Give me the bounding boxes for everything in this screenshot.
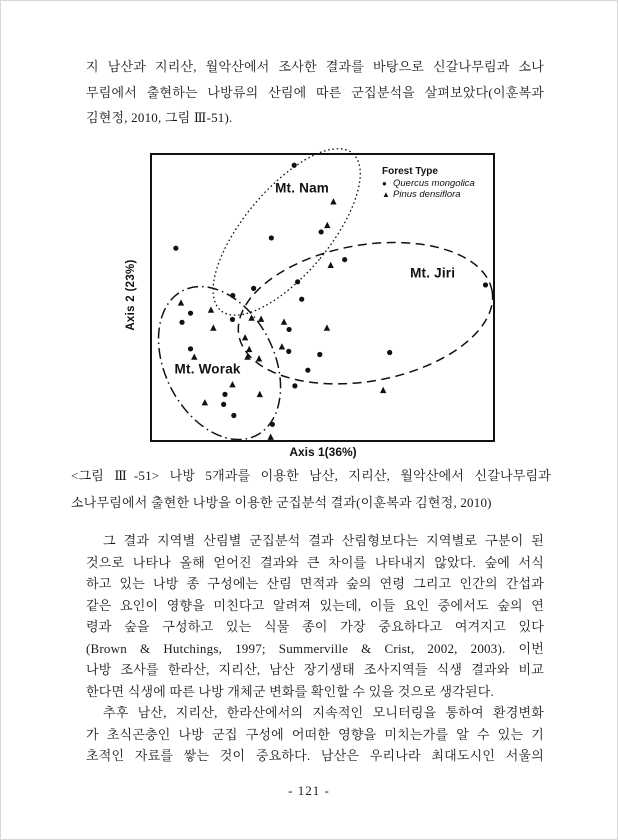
circle-data-point xyxy=(221,402,226,407)
circle-data-point xyxy=(179,320,184,325)
triangle-data-point xyxy=(208,306,214,312)
triangle-data-point xyxy=(246,346,252,352)
triangle-data-point xyxy=(178,299,184,305)
legend-title: Forest Type xyxy=(382,166,438,177)
text-line: 추후 남산, 지리산, 한라산에서의 지속적인 모니터링을 통하여 환경변화 xyxy=(103,705,544,720)
triangle-data-point xyxy=(202,399,208,405)
body-paragraph-2 xyxy=(86,702,544,767)
circle-marker-icon: ● xyxy=(382,179,387,188)
circle-data-point xyxy=(231,413,236,418)
legend-items xyxy=(382,178,475,200)
circle-data-point xyxy=(483,282,488,287)
triangle-data-point xyxy=(229,381,235,387)
legend xyxy=(382,166,475,200)
text-line: 김현정, 2010, 그림 Ⅲ-51). xyxy=(86,110,233,125)
circle-data-point xyxy=(251,286,256,291)
text-line: 가 초식곤충인 나방 군집 구성에 어떠한 영향을 미치는가를 알 수 있는 기 xyxy=(86,726,544,742)
triangle-data-point xyxy=(242,334,248,340)
cluster-ellipse-mt-nam xyxy=(188,126,385,338)
circle-data-point xyxy=(286,327,291,332)
circle-data-point xyxy=(270,422,275,427)
text-line: 하고 있는 나방 종 구성에는 산림 면적과 숲의 연령 그리고 인간의 간섭과 xyxy=(86,576,544,591)
intro-paragraph xyxy=(86,54,544,131)
circle-data-point xyxy=(299,297,304,302)
text-line: 그 결과 지역별 산림별 군집분석 결과 산림형보다는 지역별로 구분이 된 xyxy=(103,533,544,548)
circle-data-point xyxy=(305,368,310,373)
circle-data-point xyxy=(319,229,324,234)
circle-data-point xyxy=(292,383,297,388)
figure xyxy=(111,141,511,463)
circle-data-point xyxy=(286,349,291,354)
triangle-data-point xyxy=(324,222,330,228)
circle-data-point xyxy=(292,163,297,168)
body-paragraph-1 xyxy=(86,530,544,702)
legend-item xyxy=(382,178,475,189)
text-line: 초적인 자료를 쌓는 것이 중요하다. 남산은 우리나라 최대도시인 서울의 xyxy=(86,748,544,763)
triangle-data-point xyxy=(327,262,333,268)
triangle-data-point xyxy=(256,355,262,361)
cluster-label-mt-jiri: Mt. Jiri xyxy=(410,265,456,281)
circle-data-point xyxy=(173,246,178,251)
x-axis-label: Axis 1(36%) xyxy=(289,445,357,459)
text-line: 것으로 나타나 올해 얻어진 결과와 큰 차이를 나타내지 않았다. 숲에 서식 xyxy=(86,554,544,570)
triangle-data-point xyxy=(281,318,287,324)
triangle-marker-icon: ▲ xyxy=(382,190,390,199)
triangle-data-point xyxy=(210,324,216,330)
text-line: 한다면 식생에 따른 나방 개체군 변화를 확인할 수 있을 것으로 생각된다. xyxy=(86,683,494,699)
triangle-data-point xyxy=(279,343,285,349)
text-line: 지 남산과 지리산, 월악산에서 조사한 결과를 바탕으로 신갈나무림과 소나 xyxy=(86,59,544,74)
plot-area xyxy=(150,153,495,442)
text-line: 무림에서 출현하는 나방류의 산림에 따른 군집분석을 살펴보았다(이훈복과 xyxy=(86,84,544,100)
cluster-label-mt-worak: Mt. Worak xyxy=(174,361,241,377)
circle-data-point xyxy=(387,350,392,355)
circle-data-point xyxy=(230,317,235,322)
circle-data-point xyxy=(222,392,227,397)
y-axis-label: Axis 2 (23%) xyxy=(125,259,137,331)
circle-data-point xyxy=(295,279,300,284)
text-line: <그림 Ⅲ-51> 나방 5개과를 이용한 남산, 지리산, 월악산에서 신갈나무림과 xyxy=(71,468,551,483)
triangle-data-point xyxy=(191,353,197,359)
circle-data-point xyxy=(188,311,193,316)
triangle-data-point xyxy=(380,387,386,393)
figure-caption xyxy=(71,462,551,516)
body-text xyxy=(86,530,544,767)
circle-data-point xyxy=(269,235,274,240)
legend-label: Pinus densiflora xyxy=(393,189,461,200)
circle-data-point xyxy=(230,293,235,298)
triangle-data-point xyxy=(257,391,263,397)
cluster-label-mt-nam: Mt. Nam xyxy=(275,180,329,196)
text-line: 소나무림에서 출현한 나방을 이용한 군집분석 결과(이훈복과 김현정, 2010) xyxy=(71,495,492,510)
text-line: 나방 조사를 한라산, 지리산, 남산 장기생태 조사지역들 식생 결과와 비교 xyxy=(86,662,544,677)
circle-data-point xyxy=(317,352,322,357)
triangle-data-point xyxy=(258,316,264,322)
triangle-data-point xyxy=(267,434,273,440)
page-number: - 121 - xyxy=(288,783,330,798)
legend-item xyxy=(382,189,475,200)
legend-label: Quercus mongolica xyxy=(393,178,475,189)
cluster-ellipse-mt-jiri xyxy=(227,224,504,403)
text-line: (Brown & Hutchings, 1997; Summerville & Crist, 2002, 2003). 이번 xyxy=(86,640,544,656)
circle-data-point xyxy=(342,257,347,262)
circle-data-point xyxy=(188,346,193,351)
triangle-data-point xyxy=(330,198,336,204)
text-line: 령과 숲을 구성하고 있는 식물 종이 가장 중요하다고 여겨지고 있다 xyxy=(86,619,544,634)
triangle-data-point xyxy=(324,324,330,330)
text-line: 같은 요인이 영향을 미친다고 알려져 있는데, 이들 요인 중에서도 숲의 연 xyxy=(86,597,544,613)
